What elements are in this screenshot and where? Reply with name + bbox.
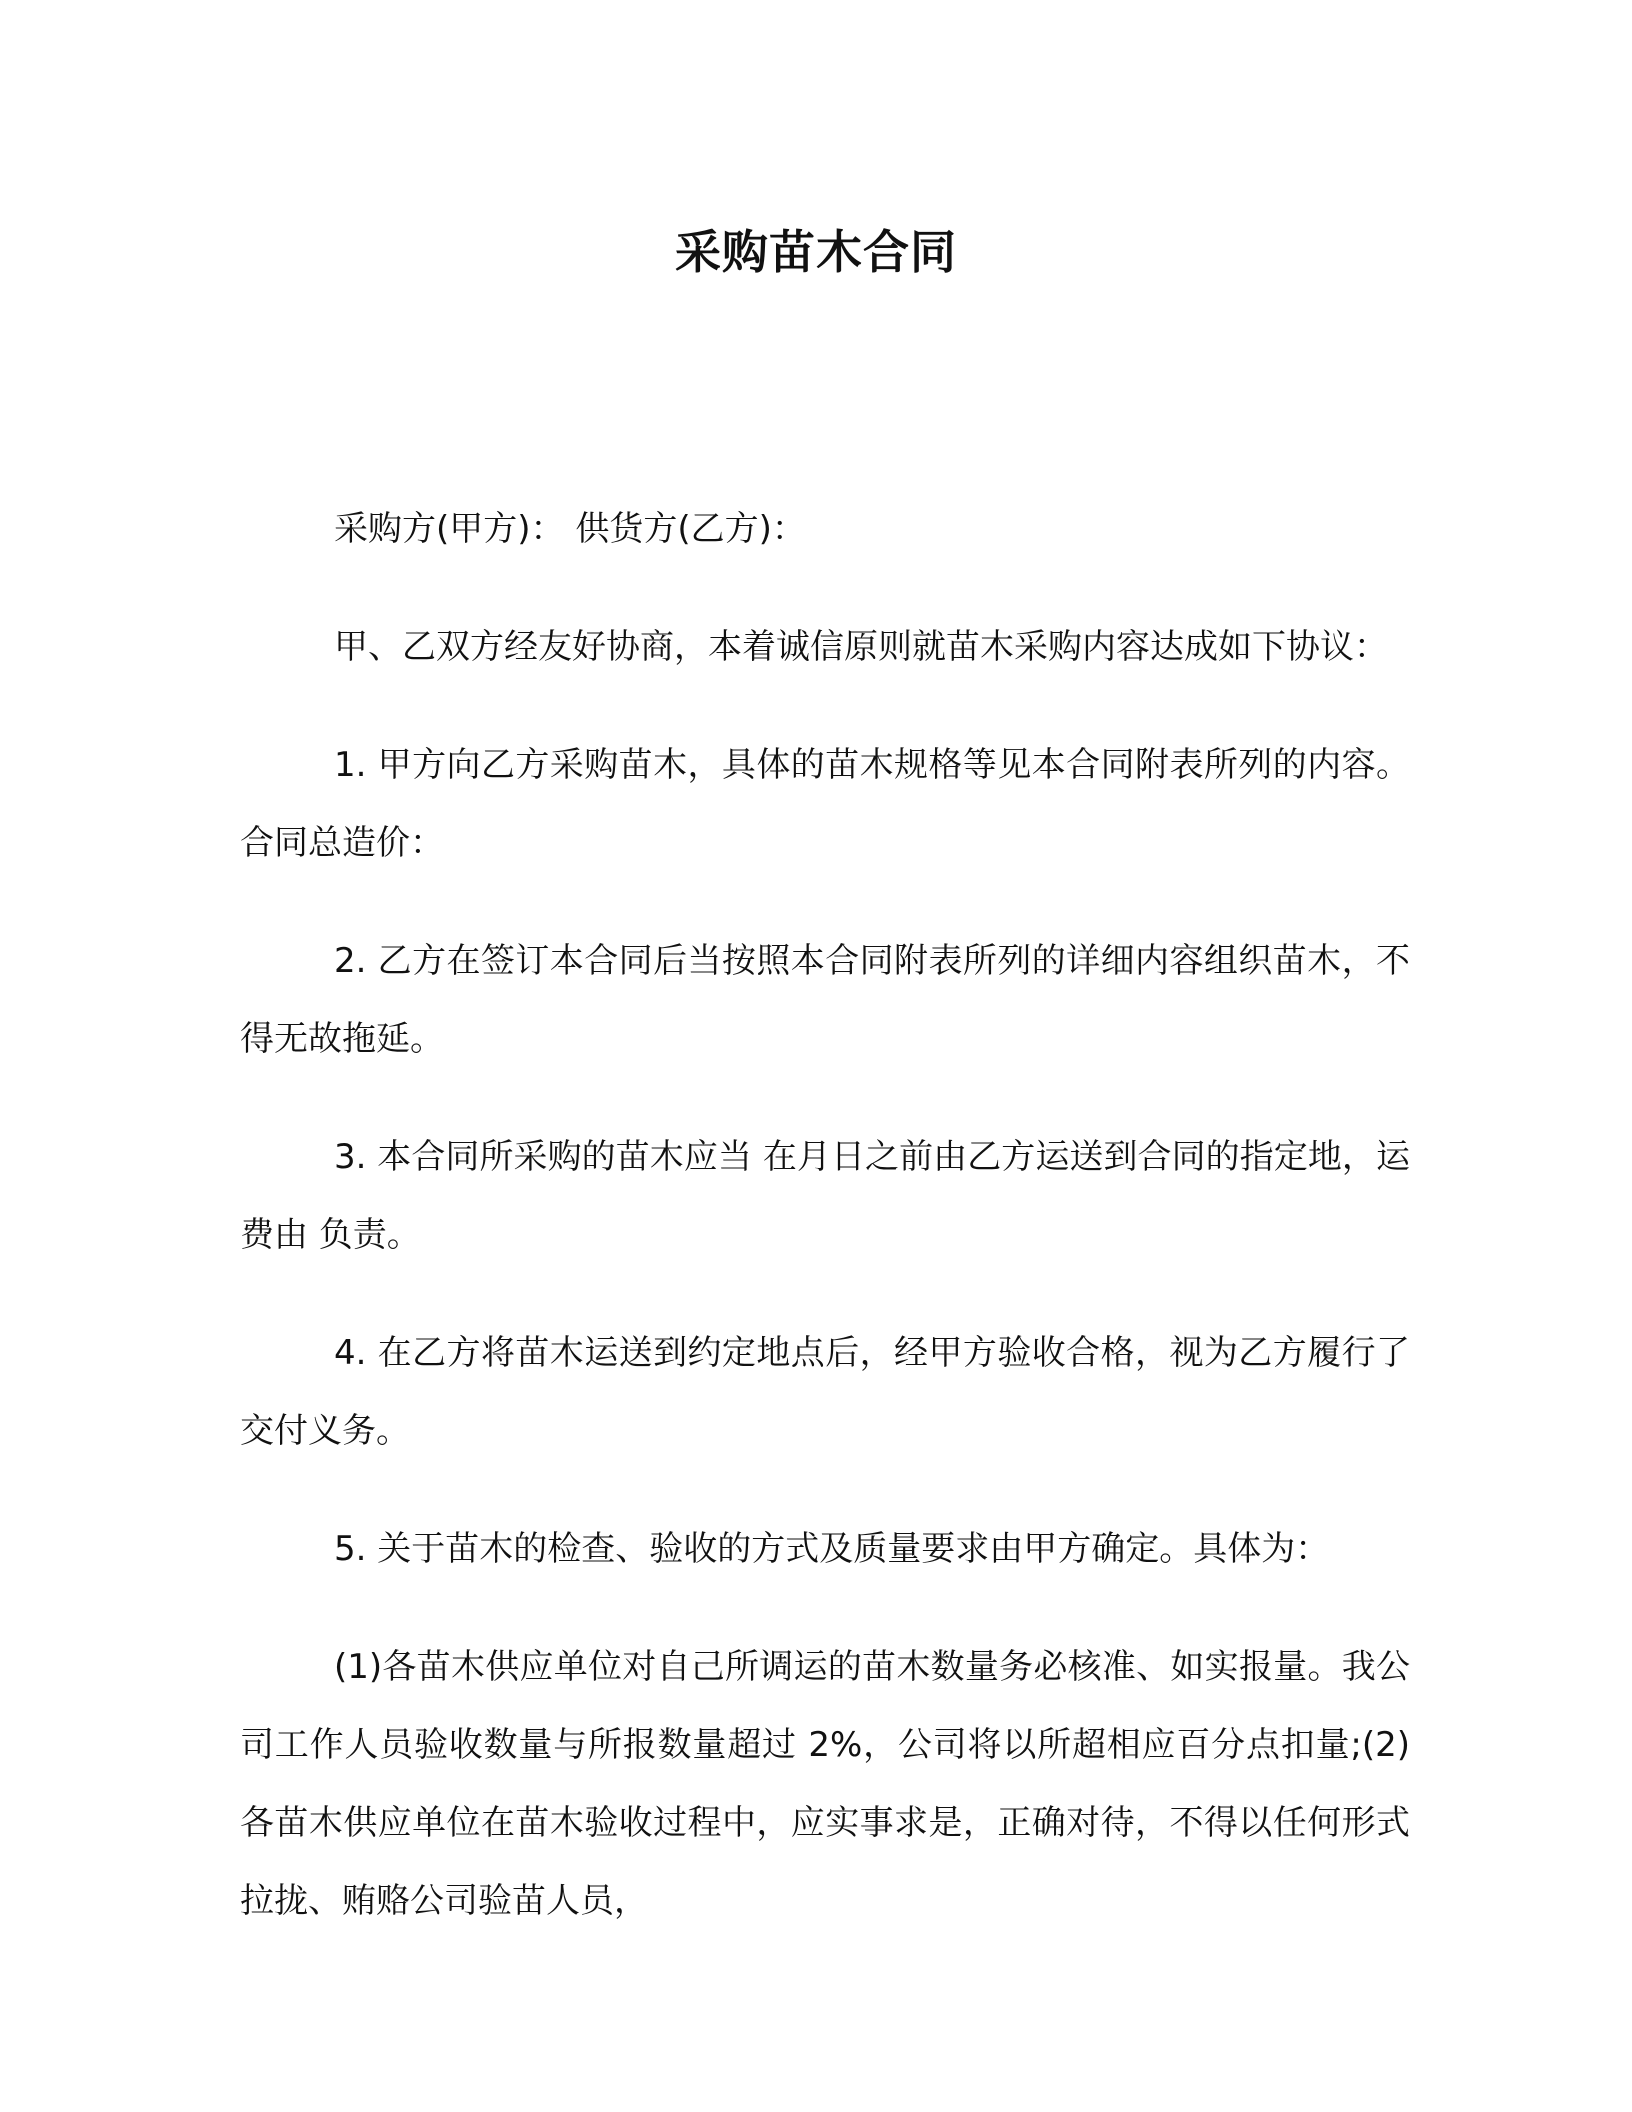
clause-4: 4. 在乙方将苗木运送到约定地点后，经甲方验收合格，视为乙方履行了交付义务。 [240,1333,1410,1451]
clause-5: 5. 关于苗木的检查、验收的方式及质量要求由甲方确定。具体为： [334,1529,1330,1569]
intro-paragraph: 甲、乙双方经友好协商，本着诚信原则就苗木采购内容达成如下协议： [334,627,1388,667]
document-title: 采购苗木合同 [675,225,957,279]
document-body [240,490,1410,1980]
clause-1: 1. 甲方向乙方采购苗木，具体的苗木规格等见本合同附表所列的内容。合同总造价： [240,745,1410,863]
party-line: 采购方(甲方)： 供货方(乙方)： [334,509,806,549]
clause-2: 2. 乙方在签订本合同后当按照本合同附表所列的详细内容组织苗木，不得无故拖延。 [240,941,1410,1059]
clause-5-details: (1)各苗木供应单位对自己所调运的苗木数量务必核准、如实报量。我公司工作人员验收数量与所报数量超过 2%，公司将以所超相应百分点扣量;(2)各苗木供应单位在苗木验收过程中，应实事求是，正确对待，不得以任何形式拉拢、贿赂公司验苗人员， [240,1647,1410,1921]
clause-3: 3. 本合同所采购的苗木应当 在月日之前由乙方运送到合同的指定地，运费由 负责。 [240,1137,1410,1255]
